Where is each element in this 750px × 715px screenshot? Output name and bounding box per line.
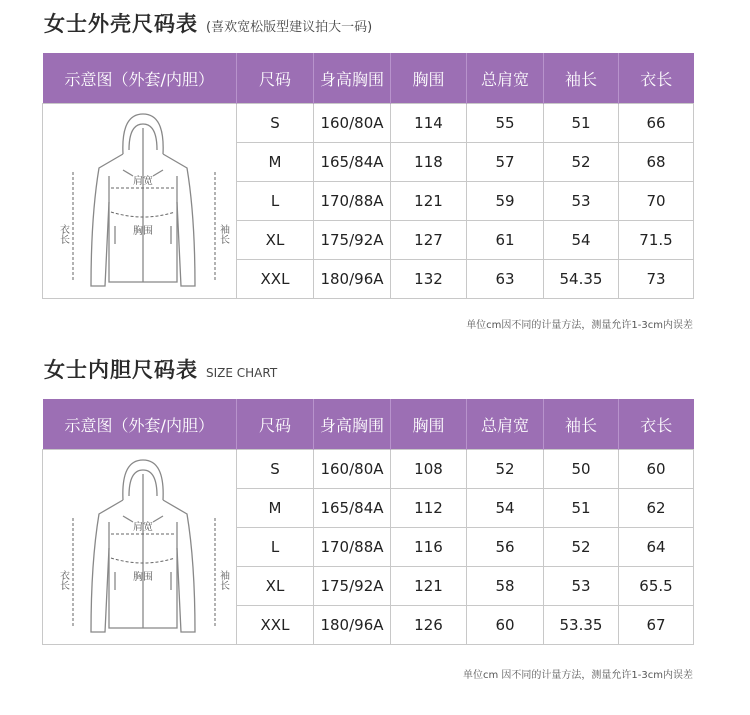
cell-sleeve: 53 [544,567,619,606]
cell-chest: 116 [391,528,467,567]
cell-height-chest: 160/80A [314,450,391,489]
cell-sleeve: 50 [544,450,619,489]
cell-chest: 127 [391,221,467,260]
cell-sleeve: 53 [544,182,619,221]
cell-shoulder: 58 [467,567,544,606]
cell-chest: 126 [391,606,467,645]
cell-chest: 108 [391,450,467,489]
cell-size: XL [237,567,314,606]
jacket-diagram-cell [43,104,237,299]
header-height-chest: 身高胸围 [314,399,391,450]
diagram-chest-label: 胸围 [132,572,153,583]
header-shoulder: 总肩宽 [467,53,544,104]
cell-height-chest: 180/96A [314,606,391,645]
cell-height-chest: 160/80A [314,104,391,143]
cell-size: L [237,528,314,567]
cell-chest: 121 [391,182,467,221]
cell-shoulder: 57 [467,143,544,182]
header-length: 衣长 [619,399,694,450]
cell-size: S [237,450,314,489]
header-size: 尺码 [237,53,314,104]
cell-length: 60 [619,450,694,489]
header-size: 尺码 [237,399,314,450]
cell-shoulder: 55 [467,104,544,143]
cell-height-chest: 165/84A [314,489,391,528]
jacket-diagram-cell [43,450,237,645]
diagram-shoulder-label: 肩宽 [132,176,153,187]
diagram-sleeve-label: 袖长 [217,224,228,244]
cell-length: 67 [619,606,694,645]
outer-subtitle: (喜欢宽松版型建议拍大一码) [206,20,373,35]
cell-size: XL [237,221,314,260]
cell-chest: 121 [391,567,467,606]
cell-height-chest: 165/84A [314,143,391,182]
cell-shoulder: 60 [467,606,544,645]
cell-shoulder: 54 [467,489,544,528]
inner-measurement-note: 单位cm 因不同的计量方法，测量允许1-3cm内误差 [463,670,693,681]
inner-header-row [43,399,694,450]
cell-size: XXL [237,260,314,299]
cell-chest: 118 [391,143,467,182]
header-diagram: 示意图（外套/内胆） [43,399,237,450]
cell-sleeve: 54.35 [544,260,619,299]
cell-size: M [237,143,314,182]
cell-length: 73 [619,260,694,299]
cell-size: M [237,489,314,528]
outer-title-row [44,8,372,38]
outer-measurement-note: 单位cm因不同的计量方法，测量允许1-3cm内误差 [466,320,693,331]
outer-title: 女士外壳尺码表 [44,12,198,36]
cell-chest: 112 [391,489,467,528]
cell-height-chest: 170/88A [314,528,391,567]
inner-size-table [42,399,694,645]
cell-size: XXL [237,606,314,645]
inner-title-row [44,354,277,384]
cell-length: 68 [619,143,694,182]
inner-subtitle: SIZE CHART [206,366,278,380]
cell-length: 65.5 [619,567,694,606]
cell-height-chest: 170/88A [314,182,391,221]
header-sleeve: 袖长 [544,399,619,450]
cell-length: 62 [619,489,694,528]
diagram-length-label: 衣长 [57,224,68,244]
cell-size: L [237,182,314,221]
diagram-chest-label: 胸围 [132,226,153,237]
header-chest: 胸围 [391,53,467,104]
header-diagram: 示意图（外套/内胆） [43,53,237,104]
cell-chest: 132 [391,260,467,299]
cell-sleeve: 52 [544,528,619,567]
cell-height-chest: 175/92A [314,567,391,606]
cell-shoulder: 52 [467,450,544,489]
cell-length: 71.5 [619,221,694,260]
cell-chest: 114 [391,104,467,143]
cell-shoulder: 63 [467,260,544,299]
cell-length: 66 [619,104,694,143]
outer-header-row [43,53,694,104]
cell-height-chest: 180/96A [314,260,391,299]
header-shoulder: 总肩宽 [467,399,544,450]
cell-length: 64 [619,528,694,567]
jacket-diagram-icon [45,452,235,642]
header-sleeve: 袖长 [544,53,619,104]
cell-sleeve: 53.35 [544,606,619,645]
diagram-length-label: 衣长 [57,570,68,590]
diagram-shoulder-label: 肩宽 [132,522,153,533]
cell-length: 70 [619,182,694,221]
table-row [43,450,694,489]
cell-shoulder: 56 [467,528,544,567]
cell-height-chest: 175/92A [314,221,391,260]
cell-sleeve: 51 [544,489,619,528]
table-row [43,104,694,143]
header-height-chest: 身高胸围 [314,53,391,104]
cell-sleeve: 51 [544,104,619,143]
inner-title: 女士内胆尺码表 [44,358,198,382]
cell-shoulder: 59 [467,182,544,221]
outer-size-table [42,53,694,299]
cell-shoulder: 61 [467,221,544,260]
diagram-sleeve-label: 袖长 [217,570,228,590]
header-length: 衣长 [619,53,694,104]
cell-sleeve: 52 [544,143,619,182]
header-chest: 胸围 [391,399,467,450]
cell-sleeve: 54 [544,221,619,260]
jacket-diagram-icon [45,106,235,296]
cell-size: S [237,104,314,143]
